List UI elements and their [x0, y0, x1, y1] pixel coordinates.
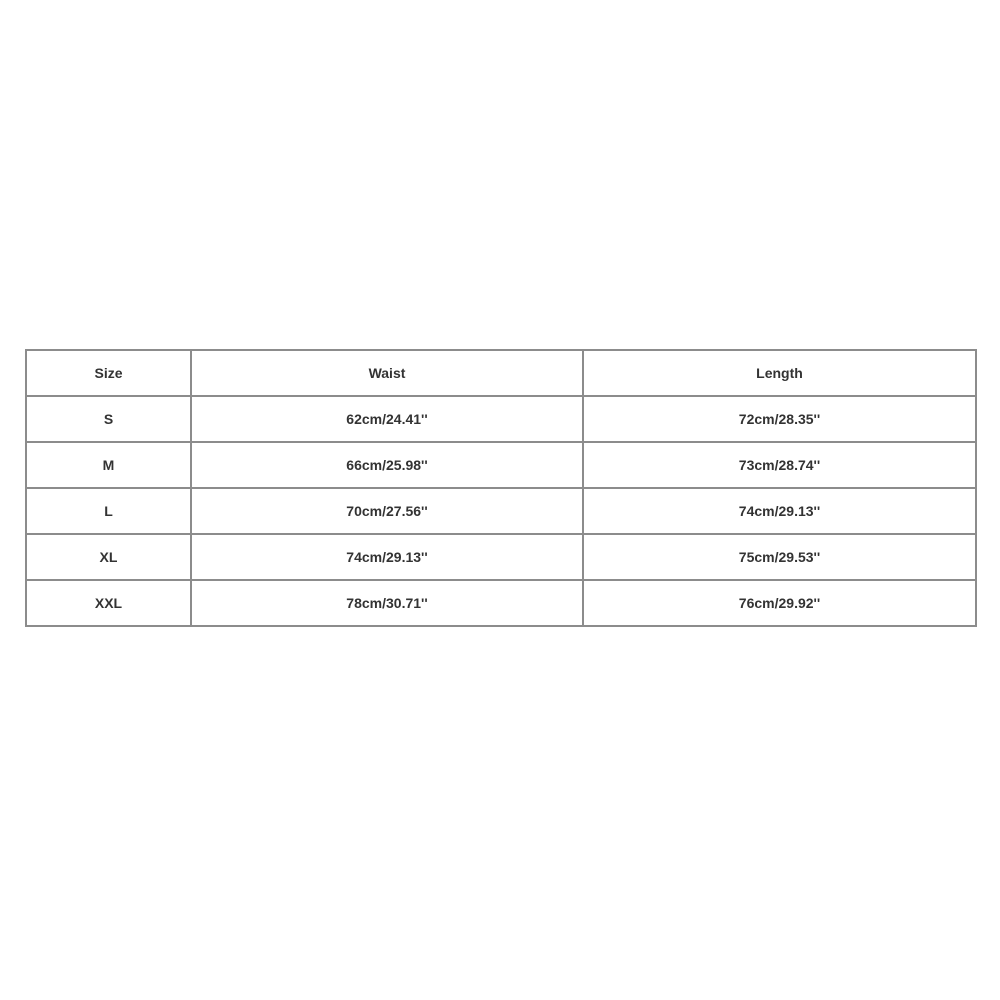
table-row	[26, 534, 976, 580]
size-cell: S	[26, 396, 191, 442]
waist-cell: 70cm/27.56''	[191, 488, 583, 534]
length-cell: 74cm/29.13''	[583, 488, 976, 534]
table-row	[26, 442, 976, 488]
header-waist: Waist	[191, 350, 583, 396]
waist-cell: 78cm/30.71''	[191, 580, 583, 626]
table-row	[26, 396, 976, 442]
size-cell: M	[26, 442, 191, 488]
header-size: Size	[26, 350, 191, 396]
table-header-row	[26, 350, 976, 396]
waist-cell: 62cm/24.41''	[191, 396, 583, 442]
length-cell: 75cm/29.53''	[583, 534, 976, 580]
length-cell: 72cm/28.35''	[583, 396, 976, 442]
header-length: Length	[583, 350, 976, 396]
size-cell: XXL	[26, 580, 191, 626]
waist-cell: 66cm/25.98''	[191, 442, 583, 488]
table-row	[26, 488, 976, 534]
waist-cell: 74cm/29.13''	[191, 534, 583, 580]
size-cell: XL	[26, 534, 191, 580]
size-chart-table	[25, 349, 977, 627]
length-cell: 73cm/28.74''	[583, 442, 976, 488]
table-row	[26, 580, 976, 626]
size-cell: L	[26, 488, 191, 534]
length-cell: 76cm/29.92''	[583, 580, 976, 626]
